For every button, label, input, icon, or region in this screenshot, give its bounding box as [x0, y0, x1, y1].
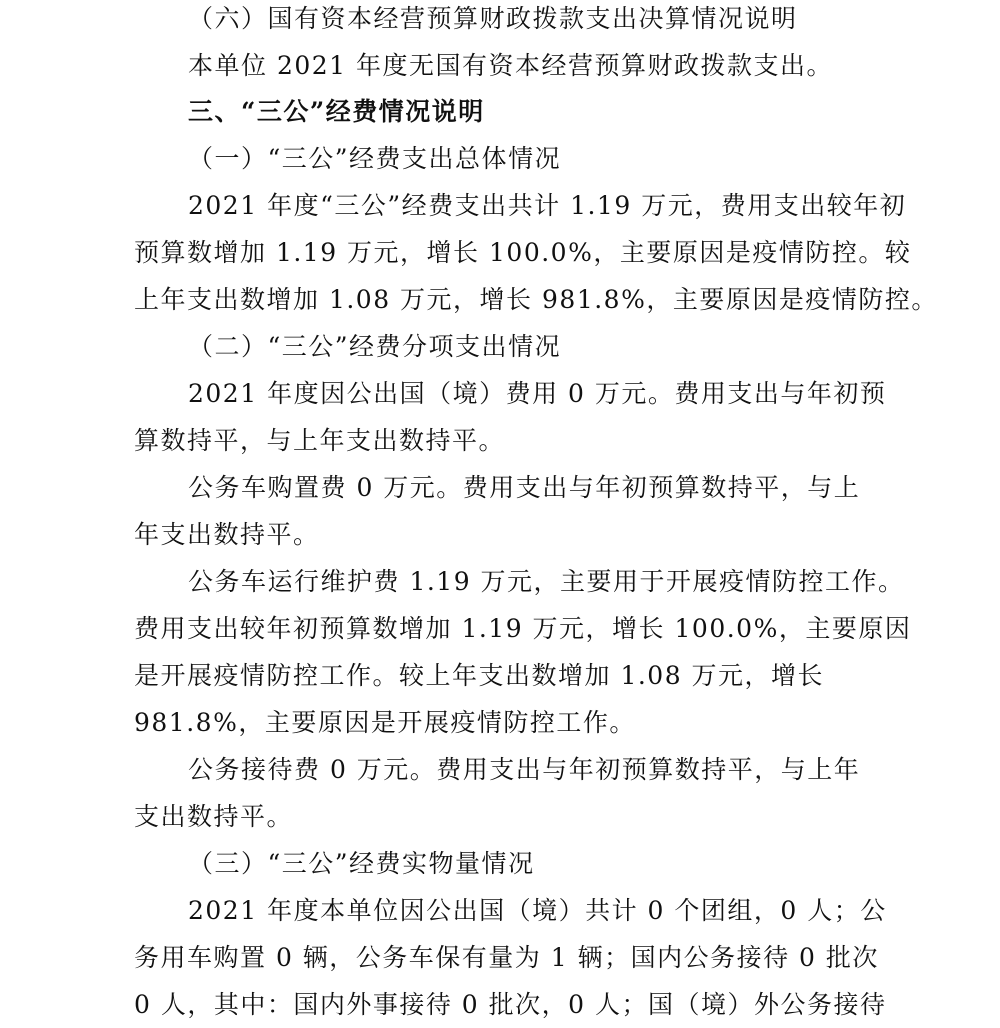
paragraph-line: 公务接待费 0 万元。费用支出与年初预算数持平，与上年 — [188, 755, 861, 784]
chapter-heading-3: 三、“三公”经费情况说明 — [188, 97, 485, 126]
paragraph-line: 981.8%，主要原因是开展疫情防控工作。 — [134, 708, 636, 737]
section-heading-3: （三）“三公”经费实物量情况 — [188, 849, 535, 878]
paragraph-line: 公务车购置费 0 万元。费用支出与年初预算数持平，与上 — [188, 473, 861, 502]
paragraph-line: 2021 年度因公出国（境）费用 0 万元。费用支出与年初预 — [188, 379, 887, 408]
paragraph-line: 算数持平，与上年支出数持平。 — [134, 426, 506, 455]
paragraph-line: 本单位 2021 年度无国有资本经营预算财政拨款支出。 — [188, 51, 834, 80]
paragraph-line: 务用车购置 0 辆，公务车保有量为 1 辆；国内公务接待 0 批次 — [134, 943, 879, 972]
paragraph-line: 2021 年度本单位因公出国（境）共计 0 个团组，0 人；公 — [188, 896, 887, 925]
section-heading-1: （一）“三公”经费支出总体情况 — [188, 144, 562, 173]
paragraph-line: 是开展疫情防控工作。较上年支出数增加 1.08 万元，增长 — [134, 661, 825, 690]
paragraph-line: 2021 年度“三公”经费支出共计 1.19 万元，费用支出较年初 — [188, 191, 907, 220]
paragraph-line: 预算数增加 1.19 万元，增长 100.0%，主要原因是疫情防控。较 — [134, 238, 912, 267]
paragraph-line: 公务车运行维护费 1.19 万元，主要用于开展疫情防控工作。 — [188, 567, 905, 596]
section-heading-2: （二）“三公”经费分项支出情况 — [188, 332, 562, 361]
paragraph-line: 年支出数持平。 — [134, 520, 320, 549]
paragraph-line: 上年支出数增加 1.08 万元，增长 981.8%，主要原因是疫情防控。 — [134, 285, 938, 314]
paragraph-line: 支出数持平。 — [134, 802, 294, 831]
paragraph-line: 费用支出较年初预算数增加 1.19 万元，增长 100.0%，主要原因 — [134, 614, 912, 643]
section-heading-6: （六）国有资本经营预算财政拨款支出决算情况说明 — [188, 4, 798, 33]
paragraph-line: 0 人，其中：国内外事接待 0 批次，0 人；国（境）外公务接待 — [134, 990, 887, 1019]
